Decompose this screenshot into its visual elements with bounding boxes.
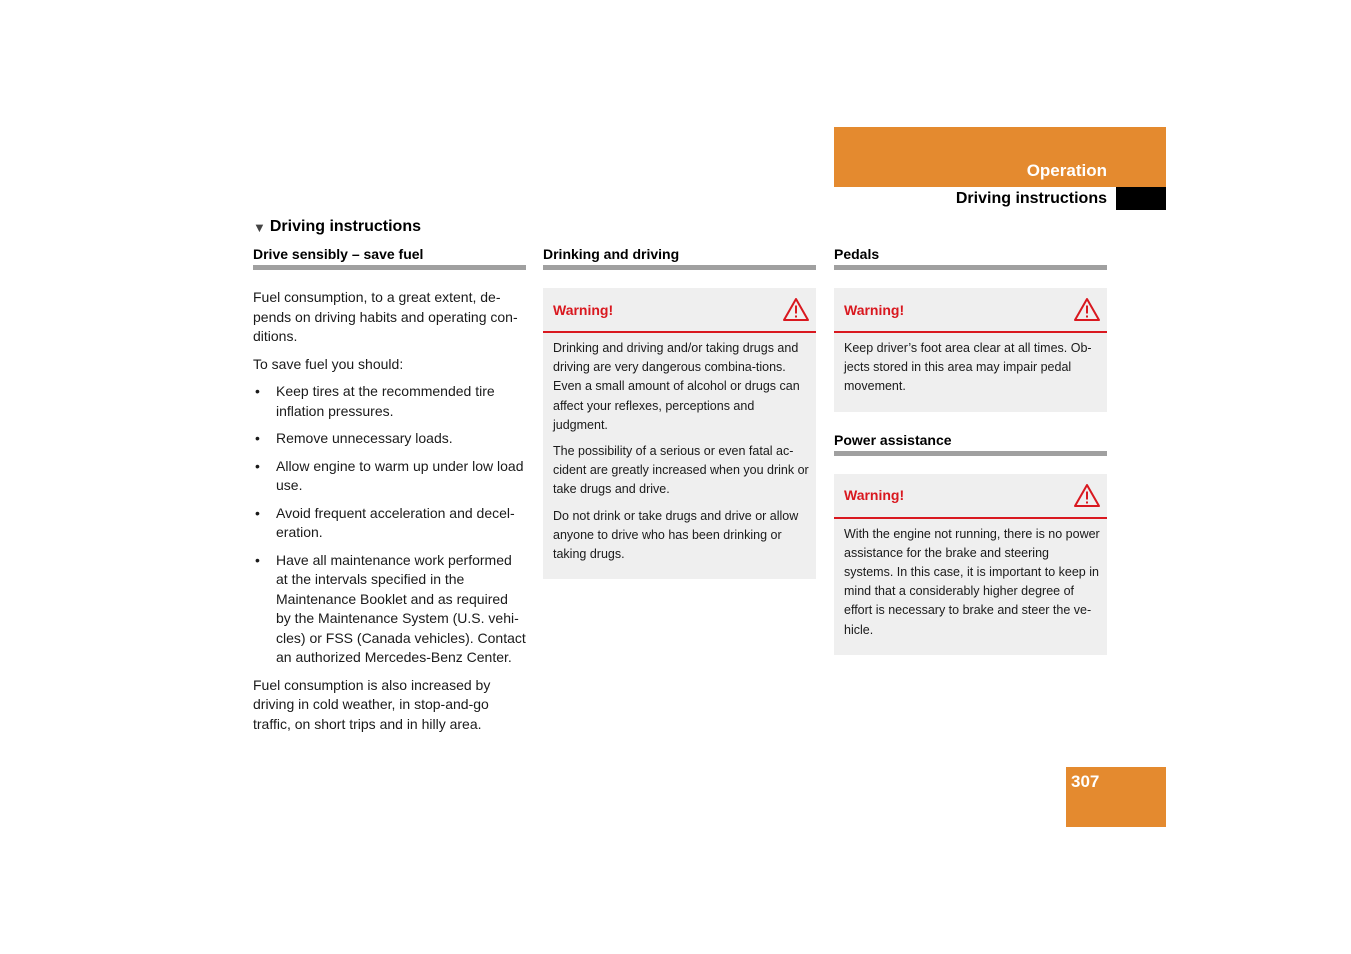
warning-label: Warning! [844,487,905,504]
warning-label: Warning! [553,301,614,318]
subhead-drinking: Drinking and driving [543,246,816,270]
subhead-save-fuel: Drive sensibly – save fuel [253,246,526,270]
warning-paragraph: Drinking and driving and/or taking drugs and driving are very dangerous combina-tions. Even a small amount of alcohol or drugs can affect your reflexes, perceptions and judgment. [553,341,800,432]
warning-header [834,288,1107,333]
page-number: 307 [1071,772,1100,791]
list-item: • Have all maintenance work performed at the intervals specified in the Maintenance Booklet and as required by the Maintenance System (U.S. vehi-cles) or FSS (Canada vehicles). Contact an authorized Mercedes-Benz Center. [253,551,526,668]
list-item: • Avoid frequent acceleration and decel-eration. [253,504,526,543]
warning-label: Warning! [844,301,905,318]
subhead-power-assistance: Power assistance [834,432,1107,456]
fuel-tips-list [253,382,526,668]
main-heading-text: Driving instructions [269,218,421,235]
column-fuel [253,246,526,742]
warning-paragraph: The possibility of a serious or even fatal ac-cident are greatly increased when you drink or take drugs and drive. [553,444,809,497]
warning-box-pedals [834,288,1107,412]
main-heading [253,218,421,236]
warning-triangle-icon [782,297,810,322]
warning-paragraph: Do not drink or take drugs and drive or allow anyone to drive who has been drinking or taking drugs. [553,508,799,562]
triangle-down-icon: ▼ [253,219,266,235]
warning-paragraph: With the engine not running, there is no power assistance for the brake and steering systems. In this case, it is important to keep in mind that a considerably higher degree of effort is necessary to brake and steer the ve-hicle. [844,526,1100,637]
warning-header [543,288,816,333]
warning-header [834,474,1107,519]
warning-triangle-icon [1073,297,1101,322]
warning-paragraph: Keep driver’s foot area clear at all times. Ob-jects stored in this area may impair pedal movement. [844,341,1092,394]
section-title: Driving instructions [955,190,1107,207]
column-drinking [543,246,816,599]
fuel-text [253,288,526,734]
list-item: • Remove unnecessary loads. [253,429,526,449]
warning-triangle-icon [1073,483,1101,508]
warning-body [834,333,1107,412]
list-item: • Keep tires at the recommended tire inflation pressures. [253,382,526,421]
fuel-paragraph: Fuel consumption is also increased by driving in cold weather, in stop-and-go traffic, on short trips and in hilly area. [253,676,491,732]
warning-box-power [834,474,1107,655]
subhead-pedals: Pedals [834,246,1107,270]
fuel-paragraph: To save fuel you should: [253,355,404,372]
section-tab-marker [1116,187,1166,210]
chapter-title: Operation [1026,161,1107,180]
warning-box-drinking [543,288,816,579]
column-pedals-power [834,246,1107,675]
warning-body [543,333,816,579]
chapter-header [834,127,1166,187]
page-number-box [1066,767,1166,827]
fuel-paragraph: Fuel consumption, to a great extent, de-pends on driving habits and operating con-ditions. [253,289,518,344]
list-item: • Allow engine to warm up under low load use. [253,457,526,496]
warning-body [834,519,1107,655]
